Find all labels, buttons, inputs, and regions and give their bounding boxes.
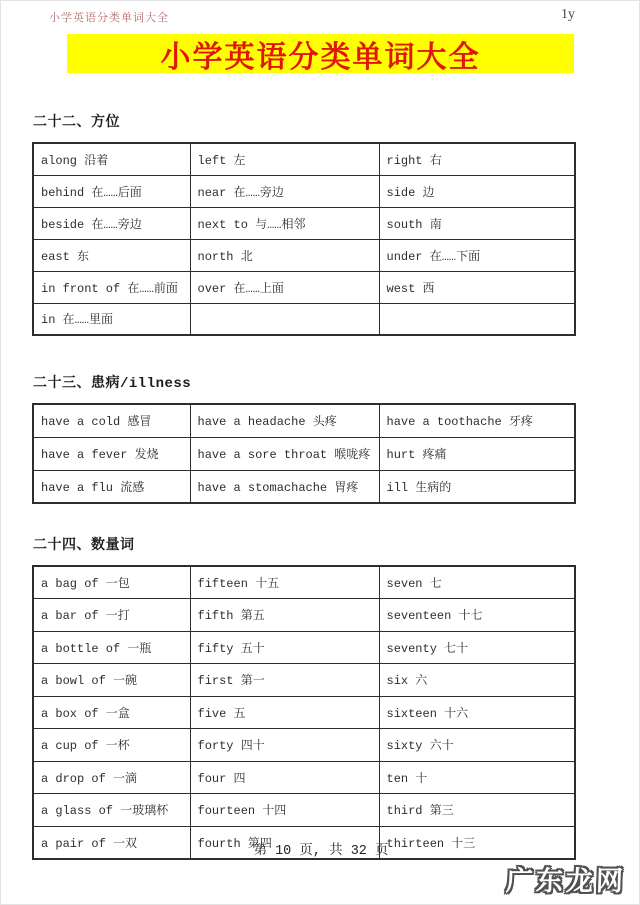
- vocab-cell: a drop of 一滴: [33, 761, 190, 794]
- table-row: [33, 566, 575, 599]
- table-row: [33, 729, 575, 762]
- vocab-table-quantifiers: [32, 565, 576, 860]
- table-row: [33, 696, 575, 729]
- section-directions: [32, 111, 576, 336]
- vocab-cell: have a headache 头疼: [190, 404, 379, 437]
- vocab-cell: a box of 一盒: [33, 696, 190, 729]
- vocab-cell: six 六: [379, 664, 575, 697]
- running-header-corner-mark: 1y: [561, 7, 575, 22]
- vocab-cell: a pair of 一双: [33, 826, 190, 859]
- table-row: [33, 631, 575, 664]
- vocab-cell: have a sore throat 喉咙疼: [190, 437, 379, 470]
- vocab-cell: ten 十: [379, 761, 575, 794]
- vocab-cell: seventeen 十七: [379, 599, 575, 632]
- table-row: [33, 599, 575, 632]
- vocab-cell: have a toothache 牙疼: [379, 404, 575, 437]
- table-row: [33, 437, 575, 470]
- vocab-cell: five 五: [190, 696, 379, 729]
- vocab-cell: ill 生病的: [379, 470, 575, 503]
- vocab-cell: side 边: [379, 175, 575, 207]
- table-row: [33, 207, 575, 239]
- table-row: [33, 175, 575, 207]
- table-row: [33, 143, 575, 175]
- vocab-cell: hurt 疼痛: [379, 437, 575, 470]
- vocab-cell: a bowl of 一碗: [33, 664, 190, 697]
- vocab-cell: in front of 在……前面: [33, 271, 190, 303]
- page-title: 小学英语分类单词大全: [160, 40, 481, 74]
- table-row: [33, 239, 575, 271]
- table-row: [33, 271, 575, 303]
- vocab-table-directions: [32, 142, 576, 336]
- vocab-cell: a glass of 一玻璃杯: [33, 794, 190, 827]
- vocab-cell: third 第三: [379, 794, 575, 827]
- section-heading-illness: 二十三、患病/illness: [33, 376, 192, 392]
- vocab-cell: a bag of 一包: [33, 566, 190, 599]
- vocab-cell: south 南: [379, 207, 575, 239]
- vocab-cell: beside 在……旁边: [33, 207, 190, 239]
- vocab-cell: fifth 第五: [190, 599, 379, 632]
- vocab-cell: [379, 303, 575, 335]
- vocab-cell: a bar of 一打: [33, 599, 190, 632]
- vocab-cell: have a cold 感冒: [33, 404, 190, 437]
- table-row: [33, 794, 575, 827]
- table-row: [33, 404, 575, 437]
- vocab-cell: right 右: [379, 143, 575, 175]
- vocab-cell: fifteen 十五: [190, 566, 379, 599]
- vocab-cell: sixty 六十: [379, 729, 575, 762]
- vocab-cell: first 第一: [190, 664, 379, 697]
- vocab-cell: four 四: [190, 761, 379, 794]
- vocab-cell: sixteen 十六: [379, 696, 575, 729]
- vocab-cell: in 在……里面: [33, 303, 190, 335]
- vocab-cell: seven 七: [379, 566, 575, 599]
- vocab-cell: under 在……下面: [379, 239, 575, 271]
- vocab-cell: over 在……上面: [190, 271, 379, 303]
- vocab-cell: a cup of 一杯: [33, 729, 190, 762]
- title-banner: [67, 34, 574, 73]
- page-number-footer: 第 10 页, 共 32 页: [253, 844, 389, 859]
- vocab-cell: fourth 第四: [190, 826, 379, 859]
- table-row: [33, 664, 575, 697]
- vocab-cell: have a flu 流感: [33, 470, 190, 503]
- table-row: [33, 303, 575, 335]
- vocab-cell: north 北: [190, 239, 379, 271]
- table-row: [33, 470, 575, 503]
- vocab-cell: seventy 七十: [379, 631, 575, 664]
- section-quantifiers: [32, 534, 576, 860]
- vocab-cell: fourteen 十四: [190, 794, 379, 827]
- vocab-cell: fifty 五十: [190, 631, 379, 664]
- site-watermark: 广东龙网: [505, 866, 627, 896]
- vocab-cell: forty 四十: [190, 729, 379, 762]
- vocab-cell: along 沿着: [33, 143, 190, 175]
- vocab-cell: near 在……旁边: [190, 175, 379, 207]
- section-heading-quantifiers: 二十四、数量词: [33, 538, 135, 554]
- section-heading-directions: 二十二、方位: [33, 115, 120, 131]
- vocab-table-illness: [32, 403, 576, 504]
- running-header-title: 小学英语分类单词大全: [49, 12, 169, 24]
- vocab-cell: a bottle of 一瓶: [33, 631, 190, 664]
- vocab-cell: behind 在……后面: [33, 175, 190, 207]
- vocab-cell: next to 与……相邻: [190, 207, 379, 239]
- section-illness: [32, 372, 576, 504]
- table-row: [33, 761, 575, 794]
- vocab-cell: left 左: [190, 143, 379, 175]
- vocab-cell: have a stomachache 胃疼: [190, 470, 379, 503]
- vocab-cell: have a fever 发烧: [33, 437, 190, 470]
- vocab-cell: east 东: [33, 239, 190, 271]
- vocab-cell: west 西: [379, 271, 575, 303]
- vocab-cell: thirteen 十三: [379, 826, 575, 859]
- vocab-cell: [190, 303, 379, 335]
